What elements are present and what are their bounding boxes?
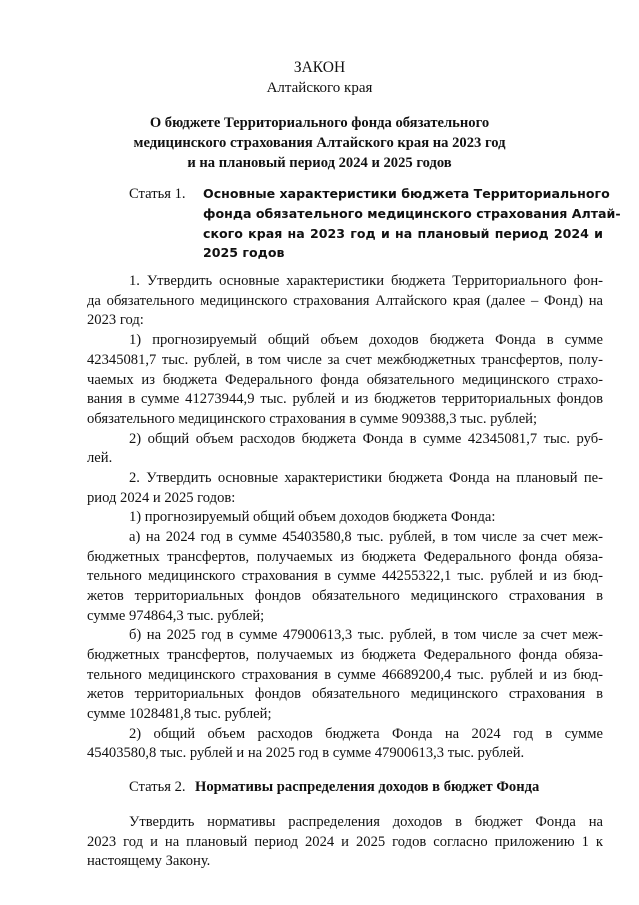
article-1-text-line: жетов территориальных фондов обязательного медицинского страхования в <box>87 588 603 604</box>
article-1-text-line: обязательного медицинского страхования в сумме 909388,3 тыс. рублей; <box>87 411 538 427</box>
article-1-text-line: 2) общий объем расходов бюджета Фонда на 2024 год в сумме <box>129 726 603 742</box>
article-1-heading-line: фонда обязательного медицинского страхования Алтай- <box>203 206 621 221</box>
article-2-label: Статья 2. <box>129 779 186 795</box>
article-1-text-line: б) на 2025 год в сумме 47900613,3 тыс. рублей, в том числе за счет меж- <box>129 627 603 643</box>
article-1-text-line: да обязательного медицинского страхования Алтайского края (далее – Фонд) на <box>87 293 603 309</box>
article-1-text-line: 2) общий объем расходов бюджета Фонда в сумме 42345081,7 тыс. руб- <box>129 431 603 447</box>
law-subject-line: О бюджете Территориального фонда обязательного <box>149 115 490 131</box>
article-1-text-line: риод 2024 и 2025 годов: <box>87 490 236 506</box>
article-1-heading-line: Основные характеристики бюджета Территориального <box>203 186 610 201</box>
article-1-text-line: сумме 974864,3 тыс. рублей; <box>87 608 265 624</box>
article-1-text-line: 1. Утвердить основные характеристики бюджета Территориального фон- <box>129 273 603 289</box>
article-1-text-line: 1) прогнозируемый общий объем доходов бюджета Фонда: <box>129 509 496 525</box>
article-1-text-line: 45403580,8 тыс. рублей и на 2025 год в сумме 47900613,3 тыс. рублей. <box>87 745 525 761</box>
article-1-text-line: бюджетных трансфертов, получаемых из бюджета Федерального фонда обяза- <box>87 549 603 565</box>
law-title: ЗАКОН <box>293 59 346 76</box>
article-1-text-line: а) на 2024 год в сумме 45403580,8 тыс. рублей, в том числе за счет меж- <box>129 529 603 545</box>
article-1-text-line: вания в сумме 41273944,9 тыс. рублей и из бюджетов территориальных фондов <box>87 391 603 407</box>
article-2-text-line: настоящему Закону. <box>87 853 211 869</box>
article-1-text-line: 2. Утвердить основные характеристики бюджета Фонда на плановый пе- <box>129 470 603 486</box>
law-subject-line: медицинского страхования Алтайского края на 2023 год <box>133 135 506 151</box>
article-1-text-line: 1) прогнозируемый общий объем доходов бюджета Фонда в сумме <box>129 332 603 348</box>
article-2-heading: Нормативы распределения доходов в бюджет Фонда <box>195 779 540 795</box>
article-1-text-line: жетов территориальных фондов обязательного медицинского страхования в <box>87 686 603 702</box>
article-1-heading-line: 2025 годов <box>203 245 285 260</box>
article-1-label: Статья 1. <box>129 186 186 202</box>
article-2-text-line: 2023 год и на плановый период 2024 и 2025 годов согласно приложению 1 к <box>87 834 603 850</box>
law-subject-line: и на плановый период 2024 и 2025 годов <box>187 155 452 171</box>
region-name: Алтайского края <box>266 80 373 96</box>
article-1-text-line: лей. <box>87 450 113 466</box>
article-1-text-line: 2023 год: <box>87 312 144 328</box>
article-1-text-line: бюджетных трансфертов, получаемых из бюджета Федерального фонда обяза- <box>87 647 603 663</box>
article-1-text-line: тельного медицинского страхования в сумме 46689200,4 тыс. рублей и из бюд- <box>87 667 603 683</box>
article-1-text-line: сумме 1028481,8 тыс. рублей; <box>87 706 272 722</box>
article-1-text-line: 42345081,7 тыс. рублей, в том числе за счет межбюджетных трансфертов, полу- <box>87 352 603 368</box>
article-1-text-line: тельного медицинского страхования в сумме 44255322,1 тыс. рублей и из бюд- <box>87 568 603 584</box>
article-2-text-line: Утвердить нормативы распределения доходов в бюджет Фонда на <box>129 814 603 830</box>
article-1-heading-line: ского края на 2023 год и на плановый период 2024 и <box>203 226 603 241</box>
article-1-text-line: чаемых из бюджета Федерального фонда обязательного медицинского страхо- <box>87 372 603 388</box>
